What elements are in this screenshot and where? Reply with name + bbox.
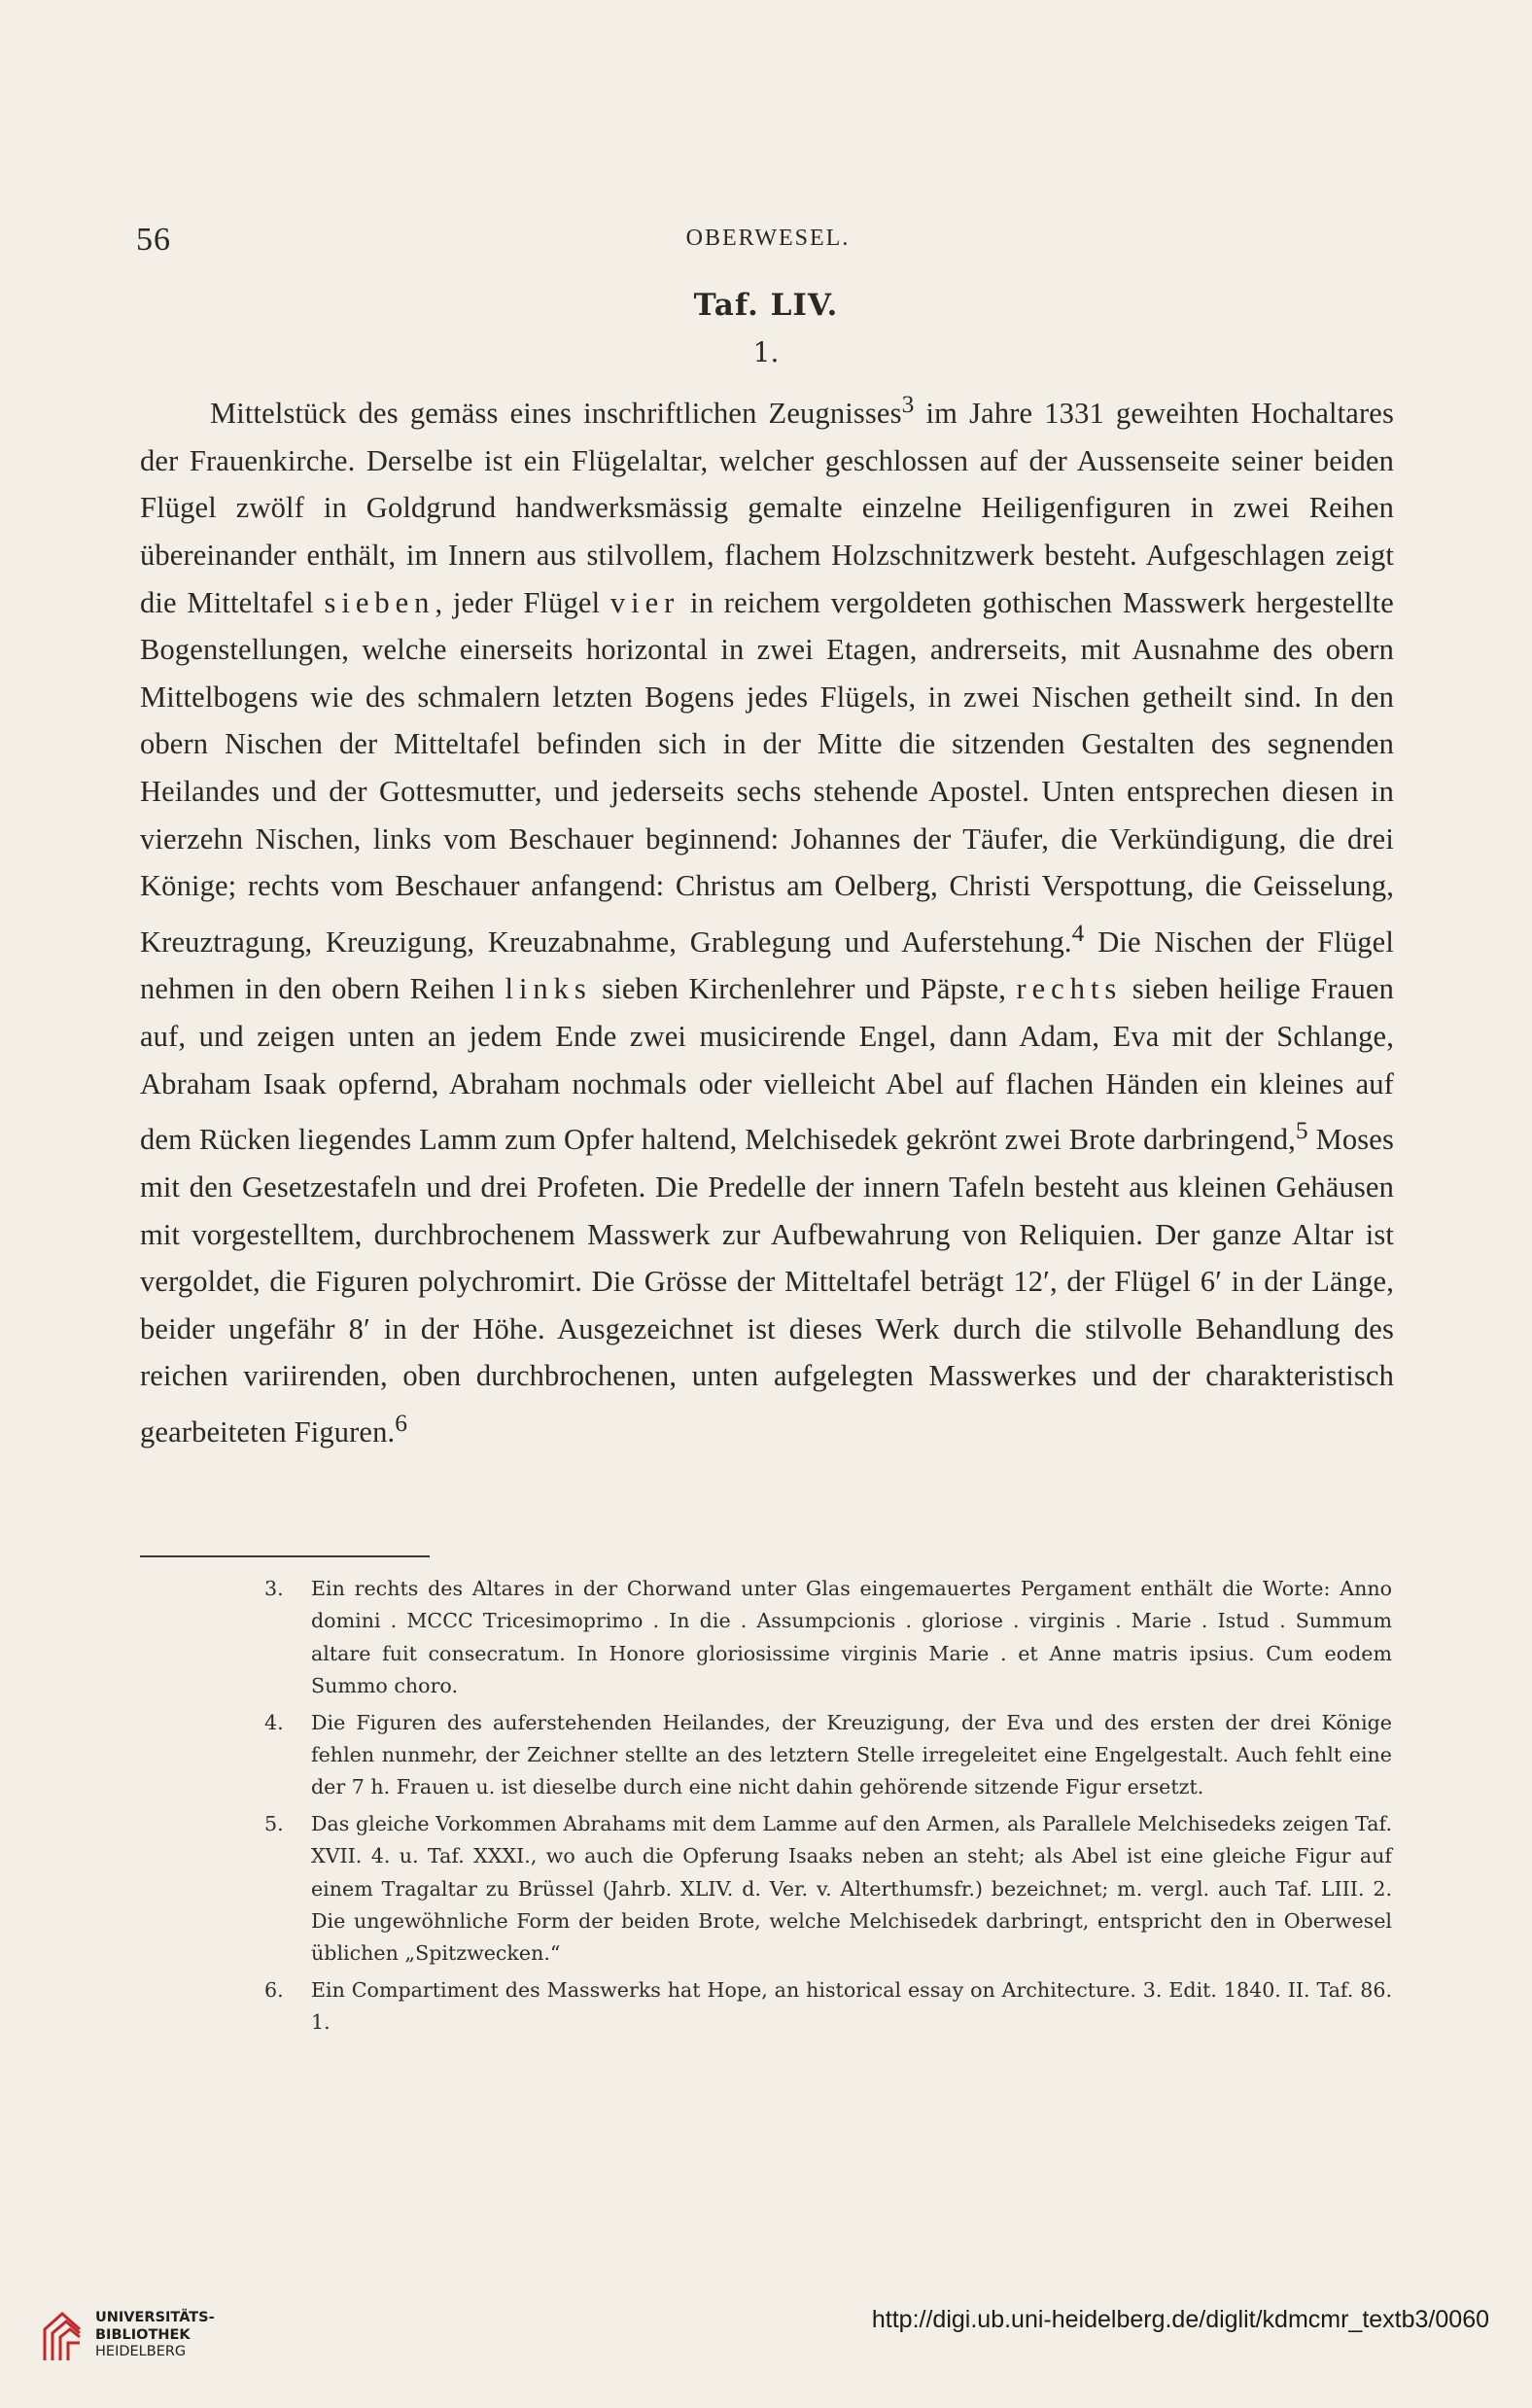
body-text-run: Moses mit den Gesetzestafeln und drei Profeten. Die Predelle der innern Tafeln besteht aus kleinen Gehäusen mit vorgestelltem, durchbrochenem Masswerk zur Aufbewahrung von Reliquien. Der ganze Altar ist vergoldet, die Figuren polychromirt. Die Grösse der Mitteltafel beträgt 12′, der Flügel 6′ in der Länge, beider ungefähr 8′ in der Höhe. Ausgezeichnet ist dieses Werk durch die stilvolle Behandlung des reichen variirenden, oben durchbrochenen, unten aufgelegten Masswerkes und der charakteristisch gearbeiteten Figuren.: [140, 1123, 1394, 1449]
spaced-word-links: links: [505, 972, 592, 1006]
body-text-run: , jeder Flügel: [435, 585, 610, 619]
footnote-number: 6.: [264, 1977, 284, 2002]
library-name-line: HEIDELBERG: [95, 2344, 187, 2359]
spaced-word-vier: vier: [609, 585, 680, 619]
library-name-line: BIBLIOTHEK: [95, 2326, 191, 2343]
footnotes: [264, 1573, 1392, 2043]
library-name-line: UNIVERSITÄTS-: [95, 2310, 215, 2325]
body-text-run: Die Nischen der Flügel nehmen in den obern Reihen: [140, 925, 1394, 1006]
plate-title: Taf. LIV.: [693, 288, 839, 323]
body-text-run: Mittelstück des gemäss eines inschriftlichen Zeugnisses: [210, 397, 902, 431]
body-text-run: in reichem vergoldeten gothischen Masswerk hergestellte Bogenstellungen, welche einerseits horizontal in zwei Etagen, andrerseits, mit Ausnahme des obern Mittelbogens wie des schmalern letzten Bogens jedes Flügels, in zwei Nischen getheilt sind. In den obern Nischen der Mitteltafel befinden sich in der Mitte die sitzenden Gestalten des segnenden Heilandes und der Gottesmutter, und jederseits sechs stehende Apostel. Unten entsprechen diesen in vierzehn Nischen, links vom Beschauer beginnend: Johannes der Täufer, die Verkündigung, die drei Könige; rechts vom Beschauer anfangend: Christus am Oelberg, Christi Verspottung, die Geisselung, Kreuztragung, Kreuzigung, Kreuzabnahme, Grablegung und Auferstehung.: [140, 585, 1394, 959]
page-number: 56: [136, 222, 171, 258]
footnote-3: [264, 1573, 1392, 1703]
footer: [0, 2304, 1532, 2408]
ub-heidelberg-logo-icon[interactable]: [39, 2308, 86, 2364]
footnote-number: 4.: [264, 1710, 284, 1734]
footnote-ref-6: 6: [395, 1409, 408, 1437]
footnote-ref-4: 4: [1071, 919, 1085, 947]
footnote-text: Ein rechts des Altares in der Chorwand unter Glas eingemauertes Pergament enthält die Worte: Anno domini . MCCC Tricesimoprimo . In die . Assumpcionis . gloriose . virginis . Marie . Istud . Summum altare fuit consecratum. In Honore gloriosissime virginis Marie . et Anne matris ipsius. Cum eodem Summo choro.: [311, 1577, 1392, 1698]
spaced-word-sieben: sieben: [324, 585, 435, 619]
body-text-run: sieben Kirchenlehrer und Päpste,: [591, 972, 1017, 1006]
footnote-separator: [140, 1555, 430, 1557]
footnote-text: Ein Compartiment des Masswerks hat Hope, an historical essay on Architecture. 3. Edit. 1840. II. Taf. 86. 1.: [311, 1977, 1392, 2035]
body-text-run: sieben heilige Frauen auf, und zeigen unten an jedem Ende zwei musicirende Engel, dann Adam, Eva mit der Schlange, Abraham Isaak opfernd, Abraham nochmals oder vielleicht Abel auf flachen Händen ein kleines auf dem Rücken liegendes Lamm zum Opfer haltend, Melchisedek gekrönt zwei Brote darbringend,: [140, 972, 1394, 1157]
library-name[interactable]: [95, 2310, 215, 2361]
body-text: [140, 381, 1394, 1456]
footnote-5: [264, 1808, 1392, 1971]
spaced-word-rechts: rechts: [1016, 972, 1123, 1006]
running-head: [136, 222, 1400, 261]
footnote-number: 5.: [264, 1811, 284, 1835]
footnote-text: Die Figuren des auferstehenden Heilandes, der Kreuzigung, der Eva und des ersten der drei Könige fehlen nunmehr, der Zeichner stellte an des letztern Stelle irregeleitet eine Engelgestalt. Auch fehlt eine der 7 h. Frauen u. ist dieselbe durch eine nicht dahin gehörende sitzende Figur ersetzt.: [311, 1710, 1392, 1799]
footnote-ref-5: 5: [1295, 1117, 1308, 1145]
body-paragraph: [140, 381, 1394, 1456]
footnote-text: Das gleiche Vorkommen Abrahams mit dem Lamme auf den Armen, als Parallele Melchisedeks zeigen Taf. XVII. 4. u. Taf. XXXI., wo auch die Opferung Isaaks neben an steht; als Abel ist eine gleiche Figur auf einem Tragaltar zu Brüssel (Jahrb. XLIV. d. Ver. v. Alterthumsfr.) bezeichnet; m. vergl. auch Taf. LIII. 2. Die ungewöhnliche Form der beiden Brote, welche Melchisedek darbringt, entspricht den in Oberwesel üblichen „Spitzwecken.“: [311, 1811, 1392, 1966]
running-title: OBERWESEL.: [685, 226, 851, 251]
footnote-4: [264, 1707, 1392, 1804]
footnote-ref-3: 3: [901, 391, 915, 418]
section-number: 1.: [752, 336, 780, 368]
source-url-link[interactable]: http://digi.ub.uni-heidelberg.de/diglit/kdmcmr_textb3/0060: [871, 2306, 1489, 2333]
body-text-run: im Jahre 1331 geweihten Hochaltares der Frauenkirche. Derselbe ist ein Flügelaltar, welcher geschlossen auf der Aussenseite seiner beiden Flügel zwölf in Goldgrund handwerksmässig gemalte einzelne Heiligenfiguren in zwei Reihen übereinander enthält, im Innern aus stilvollem, flachem Holzschnitzwerk besteht. Aufgeschlagen zeigt die Mitteltafel: [140, 397, 1395, 619]
footnote-number: 3.: [264, 1577, 284, 1600]
footnote-6: [264, 1974, 1392, 2040]
